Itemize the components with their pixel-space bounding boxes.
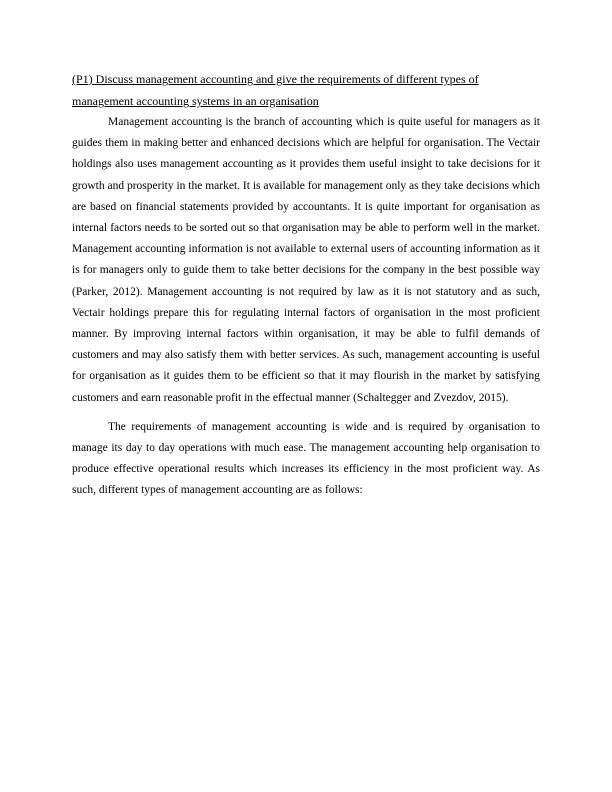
section-heading: (P1) Discuss management accounting and give the requirements of different types of management accounting systems in an organisation xyxy=(72,72,479,108)
document-body xyxy=(72,68,540,502)
body-paragraph: The requirements of management accounting is wide and is required by organisation to manage its day to day operations with much ease. The management accounting help organisation to produce effective operational results which increases its efficiency in the most proficient way. As such, different types of management accounting are as follows: xyxy=(72,420,540,497)
body-paragraph: Management accounting is the branch of accounting which is quite useful for managers as it guides them in making better and enhanced decisions which are helpful for organisation. The Vectair holdings also uses management accounting as it provides them useful insight to take decisions for it growth and prosperity in the market. It is available for management only as they take decisions which are based on financial statements provided by accountants. It is quite important for organisation as internal factors needs to be sorted out so that organisation may be able to perform well in the market. Management accounting information is not available to external users of accounting information as it is for managers only to guide them to take better decisions for the company in the best possible way (Parker, 2012). Management accounting is not required by law as it is not statutory and as such, Vectair holdings prepare this for regulating internal factors of organisation in the most proficient manner. By improving internal factors within organisation, it may be able to fulfil demands of customers and may also satisfy them with better services. As such, management accounting is useful for organisation as it guides them to be efficient so that it may flourish in the market by satisfying customers and earn reasonable profit in the effectual manner (Schaltegger and Zvezdov, 2015). xyxy=(72,116,540,404)
